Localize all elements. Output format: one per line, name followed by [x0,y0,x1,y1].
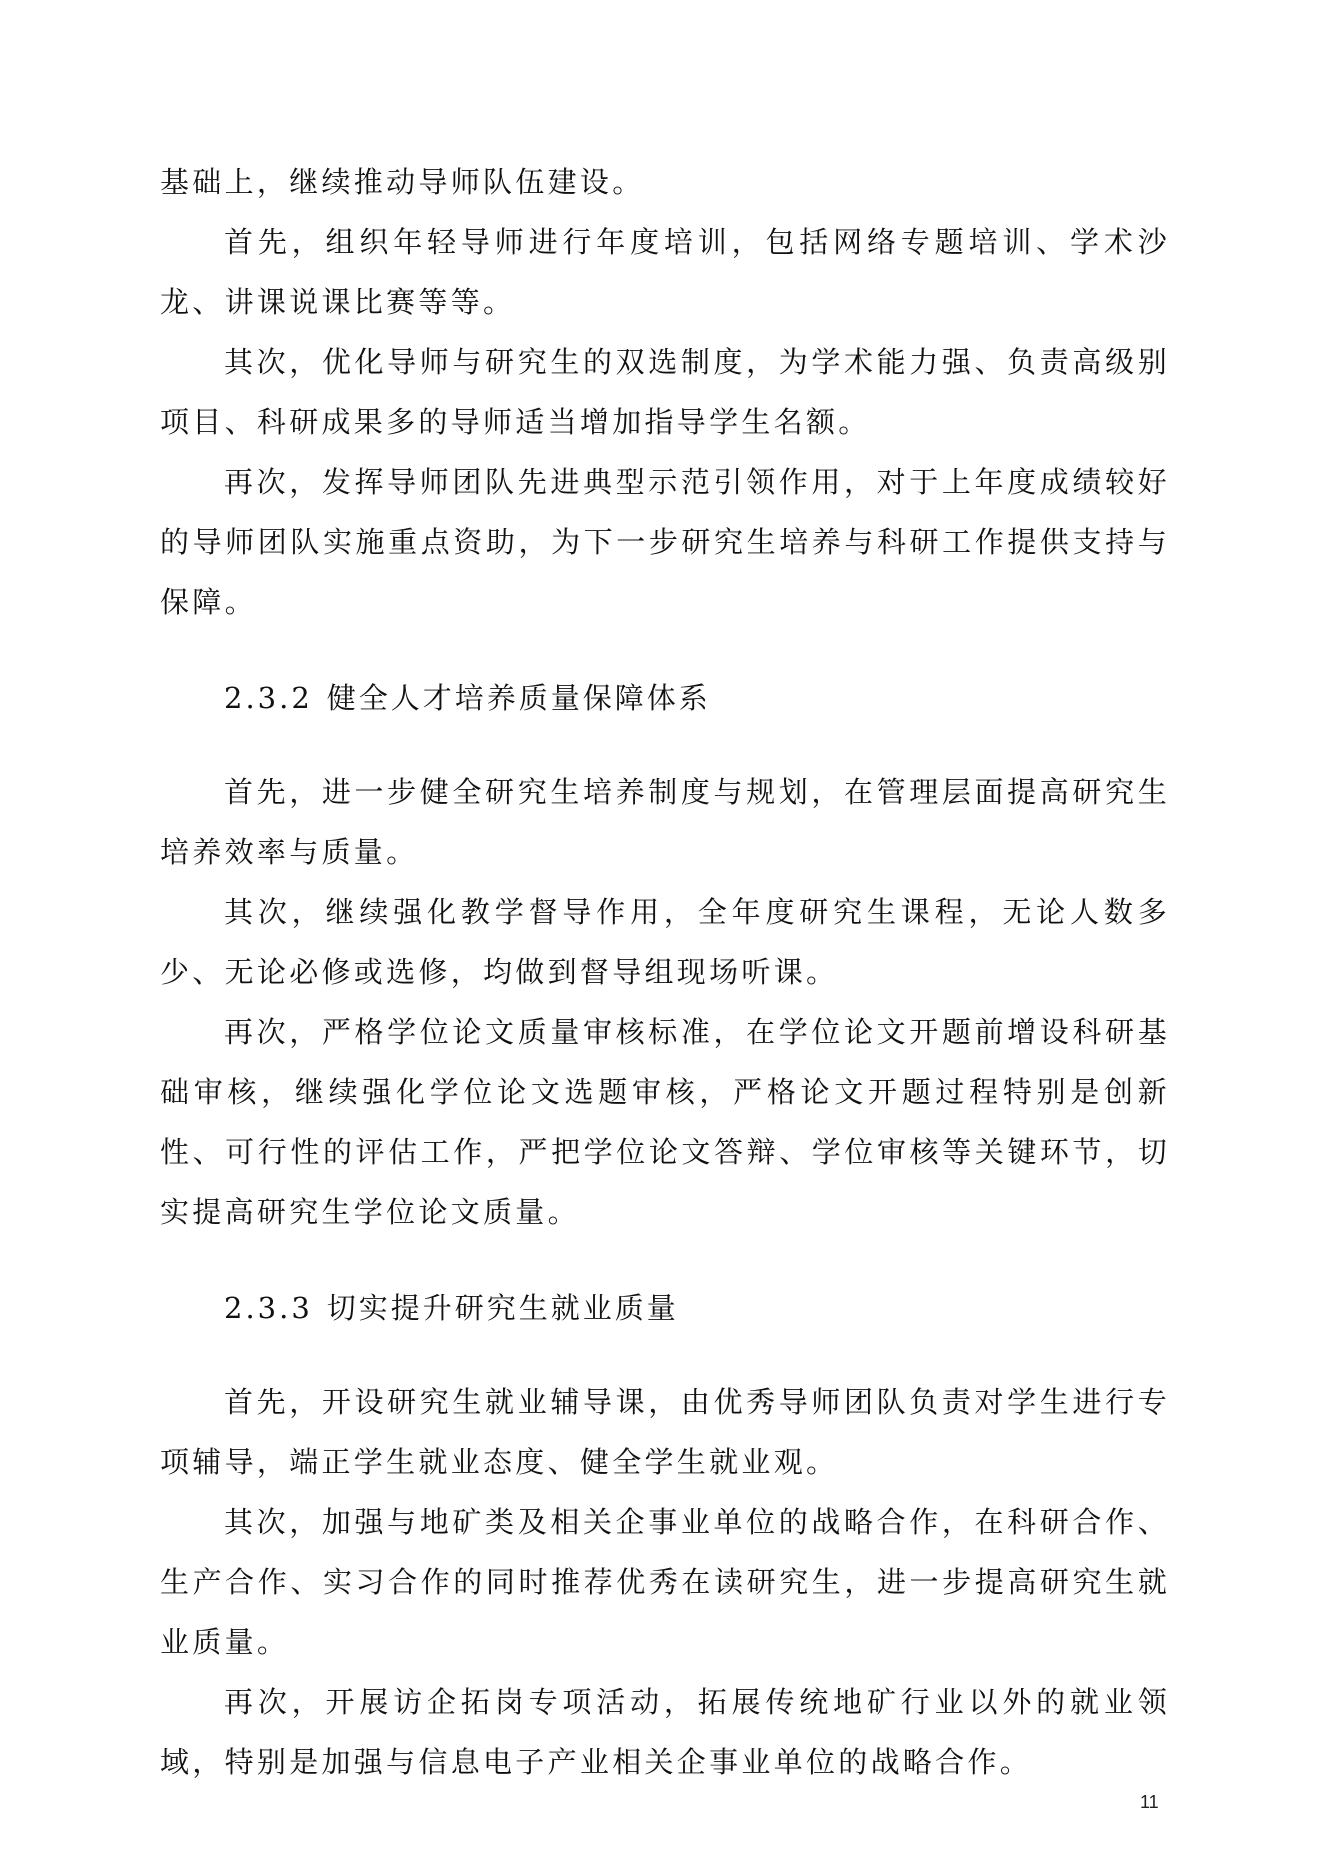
paragraph: 首先，开设研究生就业辅导课，由优秀导师团队负责对学生进行专项辅导，端正学生就业态度、健全学生就业观。 [160,1385,1170,1479]
page-number: 11 [1140,1792,1159,1812]
page-content [160,152,1170,1792]
paragraph-continuation: 基础上，继续推动导师队伍建设。 [160,165,645,199]
section-number: 2.3.3 [224,1291,313,1325]
section-title: 健全人才培养质量保障体系 [326,681,711,715]
paragraph: 再次，发挥导师团队先进典型示范引领作用，对于上年度成绩较好的导师团队实施重点资助，为下一步研究生培养与科研工作提供支持与保障。 [160,465,1170,619]
section-heading-2-3-2 [160,668,1170,728]
section-title: 切实提升研究生就业质量 [326,1291,679,1325]
paragraph: 其次，优化导师与研究生的双选制度，为学术能力强、负责高级别项目、科研成果多的导师适当增加指导学生名额。 [160,345,1170,439]
paragraph: 再次，严格学位论文质量审核标准，在学位论文开题前增设科研基础审核，继续强化学位论文选题审核，严格论文开题过程特别是创新性、可行性的评估工作，严把学位论文答辩、学位审核等关键环节，切实提高研究生学位论文质量。 [160,1015,1170,1229]
section-number: 2.3.2 [224,681,313,715]
paragraph: 再次，开展访企拓岗专项活动，拓展传统地矿行业以外的就业领域，特别是加强与信息电子产业相关企事业单位的战略合作。 [160,1685,1170,1779]
paragraph: 其次，加强与地矿类及相关企事业单位的战略合作，在科研合作、生产合作、实习合作的同时推荐优秀在读研究生，进一步提高研究生就业质量。 [160,1505,1170,1659]
paragraph: 其次，继续强化教学督导作用，全年度研究生课程，无论人数多少、无论必修或选修，均做到督导组现场听课。 [160,895,1170,989]
section-heading-2-3-3 [160,1278,1170,1338]
paragraph: 首先，组织年轻导师进行年度培训，包括网络专题培训、学术沙龙、讲课说课比赛等等。 [160,225,1170,319]
paragraph: 首先，进一步健全研究生培养制度与规划，在管理层面提高研究生培养效率与质量。 [160,775,1170,869]
